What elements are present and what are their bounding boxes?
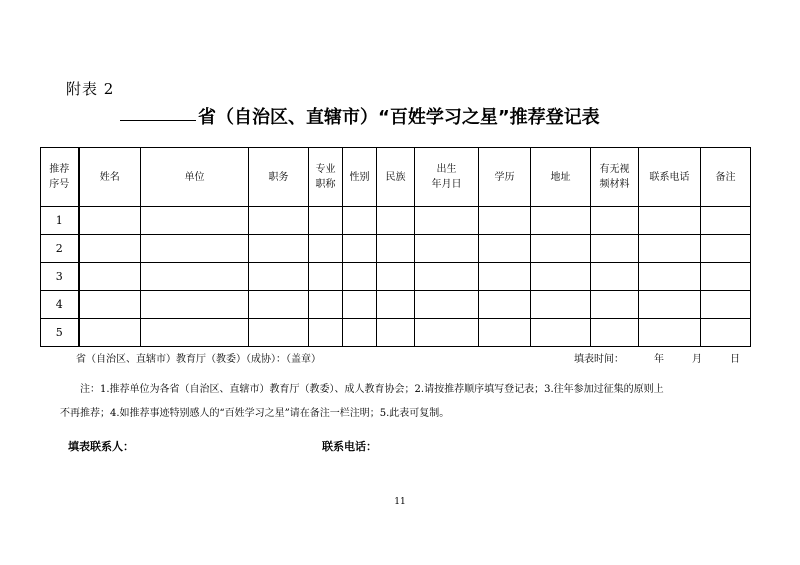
contact-phone-label: 联系电话： [322,440,377,453]
cell-unit[interactable] [141,291,249,319]
cell-education[interactable] [479,263,531,291]
cell-title[interactable] [309,291,343,319]
notes [60,378,740,426]
header-birth-date: 出生 年月日 [415,148,479,207]
cell-phone[interactable] [639,263,701,291]
cell-ethnicity[interactable] [377,291,415,319]
header-name: 姓名 [79,148,141,207]
cell-education[interactable] [479,291,531,319]
cell-birth[interactable] [415,207,479,235]
header-ethnicity: 民族 [377,148,415,207]
cell-position[interactable] [249,263,309,291]
contact-person-label: 填表联系人： [68,440,134,453]
cell-name[interactable] [79,319,141,347]
row-number: 1 [41,207,79,235]
header-professional-title: 专业 职称 [309,148,343,207]
cell-video[interactable] [591,207,639,235]
cell-birth[interactable] [415,319,479,347]
cell-gender[interactable] [343,319,377,347]
cell-address[interactable] [531,207,591,235]
row-number: 3 [41,263,79,291]
cell-position[interactable] [249,235,309,263]
table-row [41,207,751,235]
cell-unit[interactable] [141,235,249,263]
registration-table [40,147,751,347]
row-number: 2 [41,235,79,263]
cell-remarks[interactable] [701,291,751,319]
cell-gender[interactable] [343,263,377,291]
table-header-row [41,148,751,207]
cell-title[interactable] [309,207,343,235]
header-remarks: 备注 [701,148,751,207]
cell-birth[interactable] [415,291,479,319]
cell-position[interactable] [249,319,309,347]
cell-name[interactable] [79,291,141,319]
header-unit: 单位 [141,148,249,207]
cell-ethnicity[interactable] [377,235,415,263]
cell-education[interactable] [479,319,531,347]
header-seq: 推荐 序号 [41,148,79,207]
cell-address[interactable] [531,235,591,263]
page-title [120,103,600,129]
cell-position[interactable] [249,207,309,235]
stamp-line: 省（自治区、直辖市）教育厅（教委）（成协）：（盖章） [76,354,321,365]
cell-remarks[interactable] [701,263,751,291]
cell-ethnicity[interactable] [377,263,415,291]
cell-unit[interactable] [141,319,249,347]
table-row [41,319,751,347]
cell-video[interactable] [591,319,639,347]
fill-time-day: 日 [730,354,740,365]
header-address: 地址 [531,148,591,207]
fill-time [574,350,740,365]
cell-phone[interactable] [639,207,701,235]
cell-phone[interactable] [639,235,701,263]
table-row [41,235,751,263]
cell-name[interactable] [79,207,141,235]
cell-position[interactable] [249,291,309,319]
header-position: 职务 [249,148,309,207]
cell-education[interactable] [479,207,531,235]
cell-remarks[interactable] [701,235,751,263]
cell-remarks[interactable] [701,319,751,347]
cell-video[interactable] [591,291,639,319]
cell-video[interactable] [591,263,639,291]
notes-line-1: 注：1.推荐单位为各省（自治区、直辖市）教育厅（教委）、成人教育协会；2.请按推荐顺序填写登记表；3.往年参加过征集的原则上 [80,384,664,395]
cell-title[interactable] [309,319,343,347]
cell-education[interactable] [479,235,531,263]
cell-unit[interactable] [141,263,249,291]
row-number: 4 [41,291,79,319]
cell-ethnicity[interactable] [377,207,415,235]
cell-address[interactable] [531,319,591,347]
cell-birth[interactable] [415,263,479,291]
cell-video[interactable] [591,235,639,263]
cell-remarks[interactable] [701,207,751,235]
fill-time-year: 年 [654,354,664,365]
cell-address[interactable] [531,291,591,319]
fill-time-label: 填表时间： [574,354,624,365]
page-number: 11 [394,497,406,507]
cell-phone[interactable] [639,319,701,347]
cell-phone[interactable] [639,291,701,319]
title-text: 省（自治区、直辖市）“百姓学习之星”推荐登记表 [198,107,600,128]
cell-gender[interactable] [343,235,377,263]
cell-title[interactable] [309,235,343,263]
cell-title[interactable] [309,263,343,291]
province-blank-line[interactable] [120,119,196,121]
notes-line-2: 不再推荐；4.如推荐事迹特别感人的“百姓学习之星”请在备注一栏注明；5.此表可复制。 [60,408,450,419]
cell-gender[interactable] [343,207,377,235]
cell-address[interactable] [531,263,591,291]
cell-birth[interactable] [415,235,479,263]
cell-gender[interactable] [343,291,377,319]
header-video-material: 有无视 频材料 [591,148,639,207]
cell-name[interactable] [79,235,141,263]
table-row [41,291,751,319]
header-gender: 性别 [343,148,377,207]
fill-time-month: 月 [692,354,702,365]
header-education: 学历 [479,148,531,207]
table-row [41,263,751,291]
cell-name[interactable] [79,263,141,291]
header-phone: 联系电话 [639,148,701,207]
row-number: 5 [41,319,79,347]
cell-ethnicity[interactable] [377,319,415,347]
annex-label: 附表 2 [66,80,115,98]
cell-unit[interactable] [141,207,249,235]
